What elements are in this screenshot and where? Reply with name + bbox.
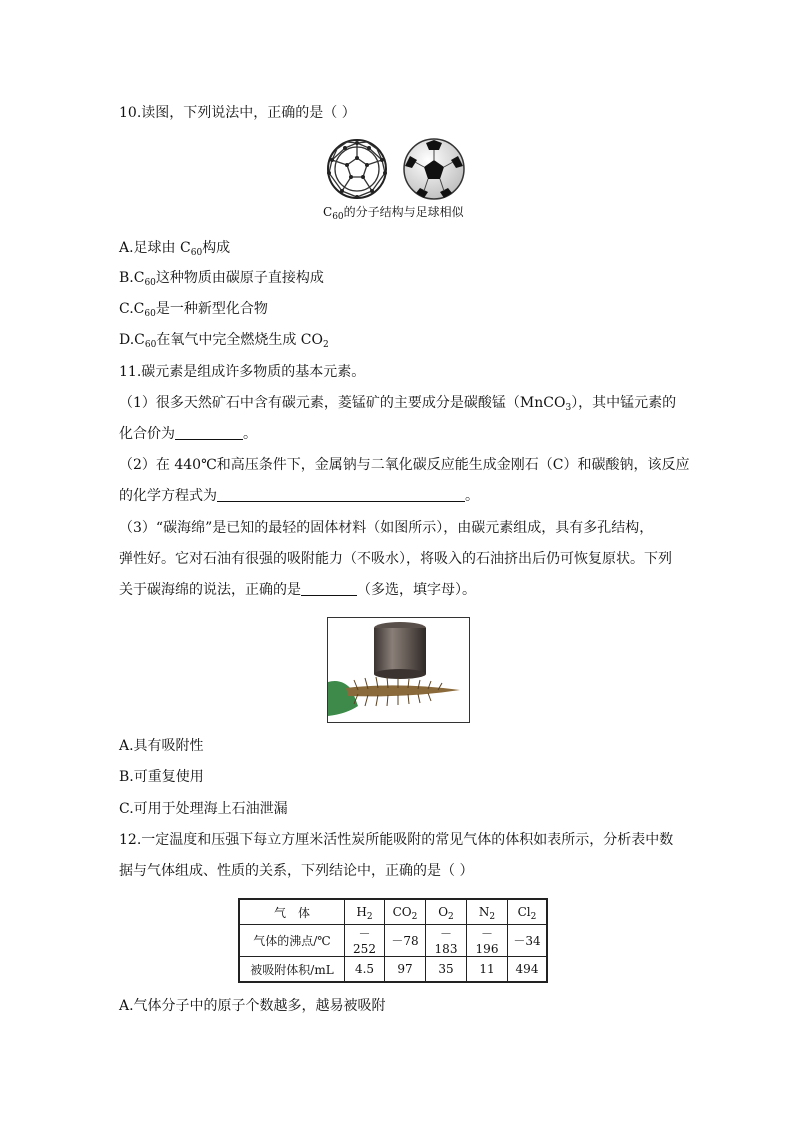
header-n2: $N_2$ [467,899,508,925]
table-cell: －34 [508,925,548,957]
row-label-adsorbed-volume: 被吸附体积/mL [239,957,345,983]
header-o2: $O_2$ [426,899,467,925]
header-cl2: $Cl_2$ [508,899,548,925]
row-label-boiling-point: 气体的沸点/℃ [239,925,345,957]
q11-part1-line1: （1）很多天然矿石中含有碳元素，菱锰矿的主要成分是碳酸锰（MnCO$_3$），其中锰元素的 [119,395,677,413]
gas-adsorption-table [238,898,548,983]
q11-option-b[interactable]: B.可重复使用 [119,769,204,785]
q10-option-b[interactable]: $B.C_{60}$这种物质由碳原子直接构成 [119,270,324,288]
q11-part3-line2: 弹性好。它对石油有很强的吸附能力（不吸水），将吸入的石油挤出后仍可恢复原状。下列 [119,551,672,567]
table-cell: －252 [345,925,385,957]
carbon-sponge-answer-blank[interactable] [301,581,357,596]
table-row-adsorbed-volume [239,957,547,983]
q10-stem: 10.读图，下列说法中，正确的是（ ） [119,105,356,121]
header-gas-label: 气 体 [239,899,345,925]
q11-part3-line3: 关于碳海绵的说法，正确的是 （多选，填字母）。 [119,582,476,598]
q11-option-c[interactable]: C.可用于处理海上石油泄漏 [119,801,288,817]
carbon-sponge-photo [327,617,470,723]
q11-part2-line2: 的化学方程式为 。 [119,488,479,504]
q10-option-d[interactable]: $D.C_{60}$在氧气中完全燃烧生成 $CO_2$ [119,332,329,350]
table-cell: 494 [508,957,548,983]
q12-stem-line2: 据与气体组成、性质的关系，下列结论中，正确的是（ ） [119,863,474,879]
table-cell: 97 [385,957,426,983]
q10-option-c[interactable]: $C.C_{60}$是一种新型化合物 [119,301,268,319]
table-row-boiling-point [239,925,547,957]
table-cell: －183 [426,925,467,957]
table-cell: 4.5 [345,957,385,983]
header-h2: $H_2$ [345,899,385,925]
equation-blank[interactable] [217,487,465,502]
q11-part3-line1: （3）“碳海绵”是已知的最轻的固体材料（如图所示），由碳元素组成，具有多孔结构， [119,520,654,536]
manganese-valence-blank[interactable] [175,425,243,440]
table-cell: 11 [467,957,508,983]
q11-part2-line1: （2）在 440℃和高压条件下，金属钠与二氧化碳反应能生成金刚石（C）和碳酸钠，该反应 [119,457,690,473]
table-row-header [239,899,547,925]
football-icon [404,139,464,199]
q11-option-a[interactable]: A.具有吸附性 [119,738,204,754]
header-co2: $CO_2$ [385,899,426,925]
q10-option-a[interactable]: A.足球由 $C_{60}$构成 [119,240,231,258]
table-cell: 35 [426,957,467,983]
q12-stem-line1: 12.一定温度和压强下每立方厘米活性炭所能吸附的常见气体的体积如表所示，分析表中数 [119,832,674,848]
q11-stem: 11.碳元素是组成许多物质的基本元素。 [119,364,366,380]
c60-molecule-icon [327,140,387,199]
table-cell: －196 [467,925,508,957]
c60-figure-caption: $C_{60}$的分子结构与足球相似 [323,205,464,222]
c60-football-figure [322,138,468,200]
q11-part1-line2: 化合价为 。 [119,426,257,442]
q12-option-a[interactable]: A.气体分子中的原子个数越多，越易被吸附 [119,998,386,1014]
table-cell: －78 [385,925,426,957]
